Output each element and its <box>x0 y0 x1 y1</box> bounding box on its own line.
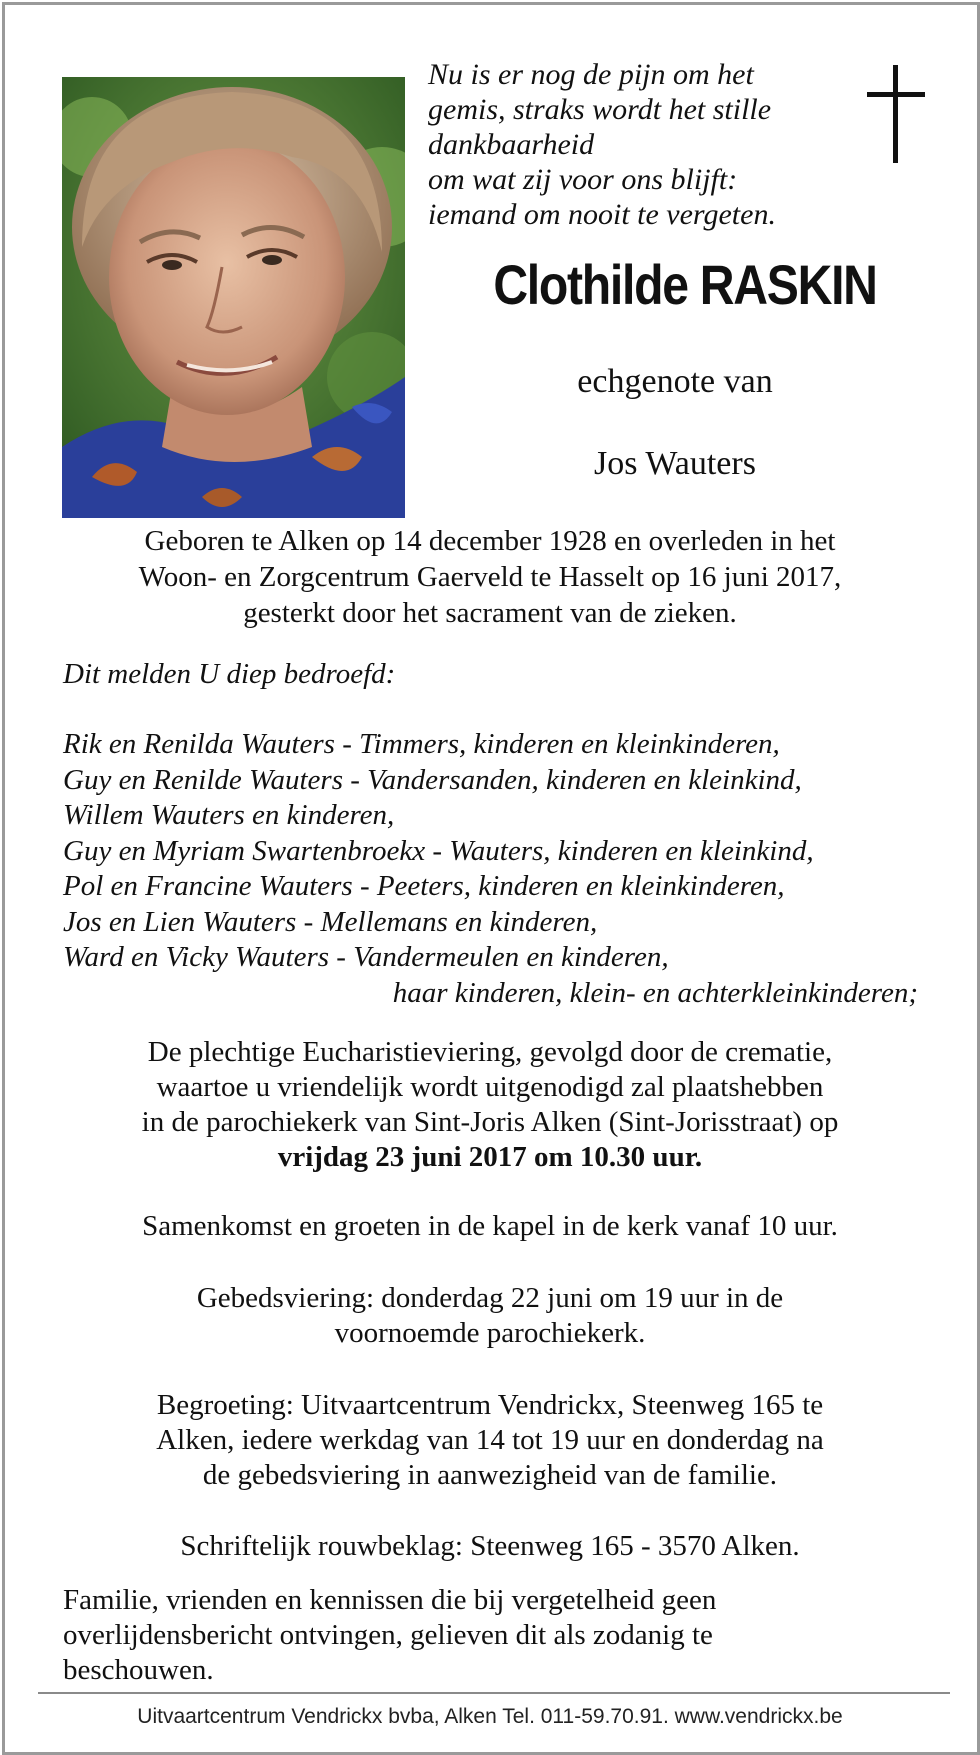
gathering-text <box>45 1209 935 1244</box>
visitation-text <box>45 1388 935 1493</box>
text-line: De plechtige Eucharistieviering, gevolgd door de crematie, <box>147 1036 833 1068</box>
announcement: Dit melden U diep bedroefd: <box>63 658 396 690</box>
footer-text: Uitvaartcentrum Vendrickx bvba, Alken Tel. 011-59.70.91. www.vendrickx.be <box>137 1705 843 1728</box>
portrait-photo <box>62 77 405 518</box>
text-line: voornoemde parochiekerk. <box>334 1317 646 1349</box>
closing-text <box>63 1583 923 1688</box>
spouse-name: Jos Wauters <box>594 445 756 482</box>
poem-line: iemand om nooit te vergeten. <box>428 198 776 231</box>
family-item: Pol en Francine Wauters - Peeters, kinderen en kleinkinderen, <box>63 870 785 902</box>
cross-icon <box>867 65 925 163</box>
text-line: Geboren te Alken op 14 december 1928 en overleden in het <box>144 525 836 557</box>
family-closing: haar kinderen, klein- en achterkleinkinderen; <box>392 976 918 1009</box>
birth-death-text <box>45 523 935 631</box>
family-item: Rik en Renilda Wauters - Timmers, kinderen en kleinkinderen, <box>63 728 780 760</box>
text-line: Begroeting: Uitvaartcentrum Vendrickx, Steenweg 165 te <box>156 1389 824 1421</box>
text-line: gesterkt door het sacrament van de zieken. <box>243 597 737 629</box>
poem-line: om wat zij voor ons blijft: <box>428 163 738 196</box>
text-line: in de parochiekerk van Sint-Joris Alken (Sint-Jorisstraat) op <box>141 1106 839 1138</box>
text-line: Schriftelijk rouwbeklag: Steenweg 165 - 3570 Alken. <box>180 1530 800 1562</box>
poem-line: gemis, straks wordt het stille <box>428 93 772 126</box>
text-line: beschouwen. <box>63 1654 214 1686</box>
family-list <box>63 727 923 1011</box>
text-line: Samenkomst en groeten in de kapel in de kerk vanaf 10 uur. <box>142 1210 838 1242</box>
text-line: Alken, iedere werkdag van 14 tot 19 uur en donderdag na <box>156 1424 824 1456</box>
family-item: Jos en Lien Wauters - Mellemans en kinderen, <box>63 905 598 938</box>
deceased-name: Clothilde RASKIN <box>493 253 877 316</box>
text-line: waartoe u vriendelijk wordt uitgenodigd zal plaatshebben <box>156 1071 824 1103</box>
prayer-text <box>45 1281 935 1351</box>
ceremony-text <box>45 1035 935 1175</box>
family-item: Willem Wauters en kinderen, <box>63 799 395 831</box>
ceremony-datetime: vrijdag 23 juni 2017 om 10.30 uur. <box>277 1141 703 1173</box>
text-line: Familie, vrienden en kennissen die bij vergetelheid geen <box>63 1584 717 1616</box>
family-item: Guy en Renilde Wauters - Vandersanden, kinderen en kleinkind, <box>63 763 802 796</box>
family-item: Ward en Vicky Wauters - Vandermeulen en kinderen, <box>63 941 669 973</box>
obituary-card <box>2 2 980 1755</box>
poem-line: Nu is er nog de pijn om het <box>428 58 754 91</box>
family-item: Guy en Myriam Swartenbroekx - Wauters, kinderen en kleinkind, <box>63 834 814 867</box>
text-line: overlijdensbericht ontvingen, gelieven dit als zodanig te <box>63 1619 713 1651</box>
poem-line: dankbaarheid <box>428 128 595 161</box>
text-line: Woon- en Zorgcentrum Gaerveld te Hasselt op 16 juni 2017, <box>138 561 842 593</box>
poem <box>428 57 828 232</box>
footer-divider <box>38 1692 950 1694</box>
text-line: de gebedsviering in aanwezigheid van de familie. <box>202 1459 778 1491</box>
text-line: Gebedsviering: donderdag 22 juni om 19 uur in de <box>196 1282 784 1314</box>
condolences-text <box>45 1529 935 1564</box>
spouse-label: echgenote van <box>577 363 773 400</box>
